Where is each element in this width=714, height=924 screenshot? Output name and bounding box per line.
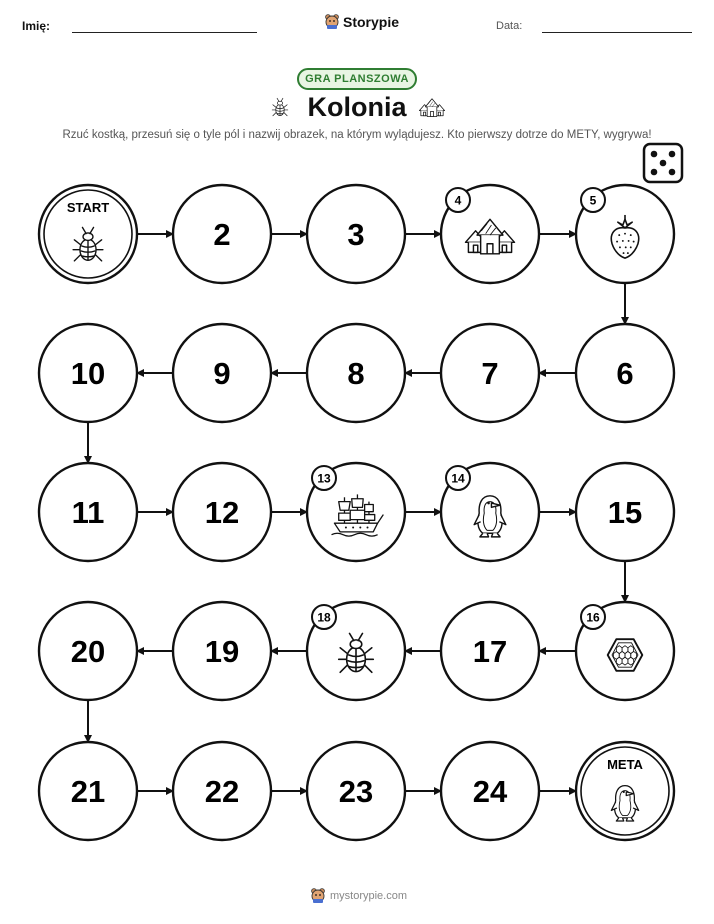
board-space[interactable] [307,742,405,840]
board-space[interactable] [39,602,137,700]
board-space[interactable] [173,185,271,283]
board-space[interactable] [39,324,137,422]
space-number: 5 [589,193,597,208]
board-space[interactable] [576,602,674,700]
footer-url[interactable]: mystorypie.com [330,890,408,902]
board-space[interactable] [39,463,137,561]
board-space[interactable] [441,742,539,840]
space-number: 10 [70,356,106,391]
space-number: 12 [204,495,240,530]
board-space[interactable] [173,602,271,700]
board-space[interactable] [307,463,405,561]
space-number: 17 [472,634,508,669]
board-space[interactable] [307,185,405,283]
footer [311,888,407,904]
space-number: 14 [451,471,465,486]
board-space[interactable] [576,324,674,422]
space-number: 7 [481,356,499,391]
finish-label: META [607,757,643,772]
board-space[interactable] [441,602,539,700]
space-number: 21 [70,774,106,809]
space-number: 15 [607,495,643,530]
space-number: 9 [213,356,231,391]
space-number: 23 [338,774,374,809]
board-space[interactable] [307,602,405,700]
board-space[interactable] [173,324,271,422]
space-number: 22 [204,774,240,809]
board-space[interactable] [39,185,137,283]
space-number: 16 [586,610,600,625]
board-space[interactable] [576,742,674,840]
board-space[interactable] [39,742,137,840]
space-number: 2 [213,217,231,252]
space-number: 19 [204,634,240,669]
space-number: 4 [454,193,462,208]
board-space[interactable] [173,742,271,840]
space-number: 20 [70,634,106,669]
space-number: 13 [317,471,331,486]
game-type-badge: GRA PLANSZOWA [297,68,417,90]
board-space[interactable] [441,324,539,422]
space-number: 11 [71,495,105,530]
instructions: Rzuć kostką, przesuń się o tyle pól i nazwij obrazek, na którym wylądujesz. Kto pierwszy dotrze do METY, wygrywa! [62,129,652,141]
board-space[interactable] [576,185,674,283]
honeycomb-icon [608,639,643,671]
space-number: 18 [317,610,331,625]
start-label: START [66,200,110,215]
board-space[interactable] [576,463,674,561]
bear-icon [311,888,325,904]
space-number: 3 [347,217,365,252]
board-space[interactable] [173,463,271,561]
brand-name: Storypie [343,14,400,30]
date-label: Data: [496,20,523,32]
space-number: 8 [347,356,365,391]
board-space[interactable] [441,185,539,283]
page-title: Kolonia [307,92,407,122]
board-space[interactable] [441,463,539,561]
name-label: Imię: [22,19,51,33]
board-space[interactable] [307,324,405,422]
space-number: 6 [616,356,634,391]
space-number: 24 [472,774,508,809]
